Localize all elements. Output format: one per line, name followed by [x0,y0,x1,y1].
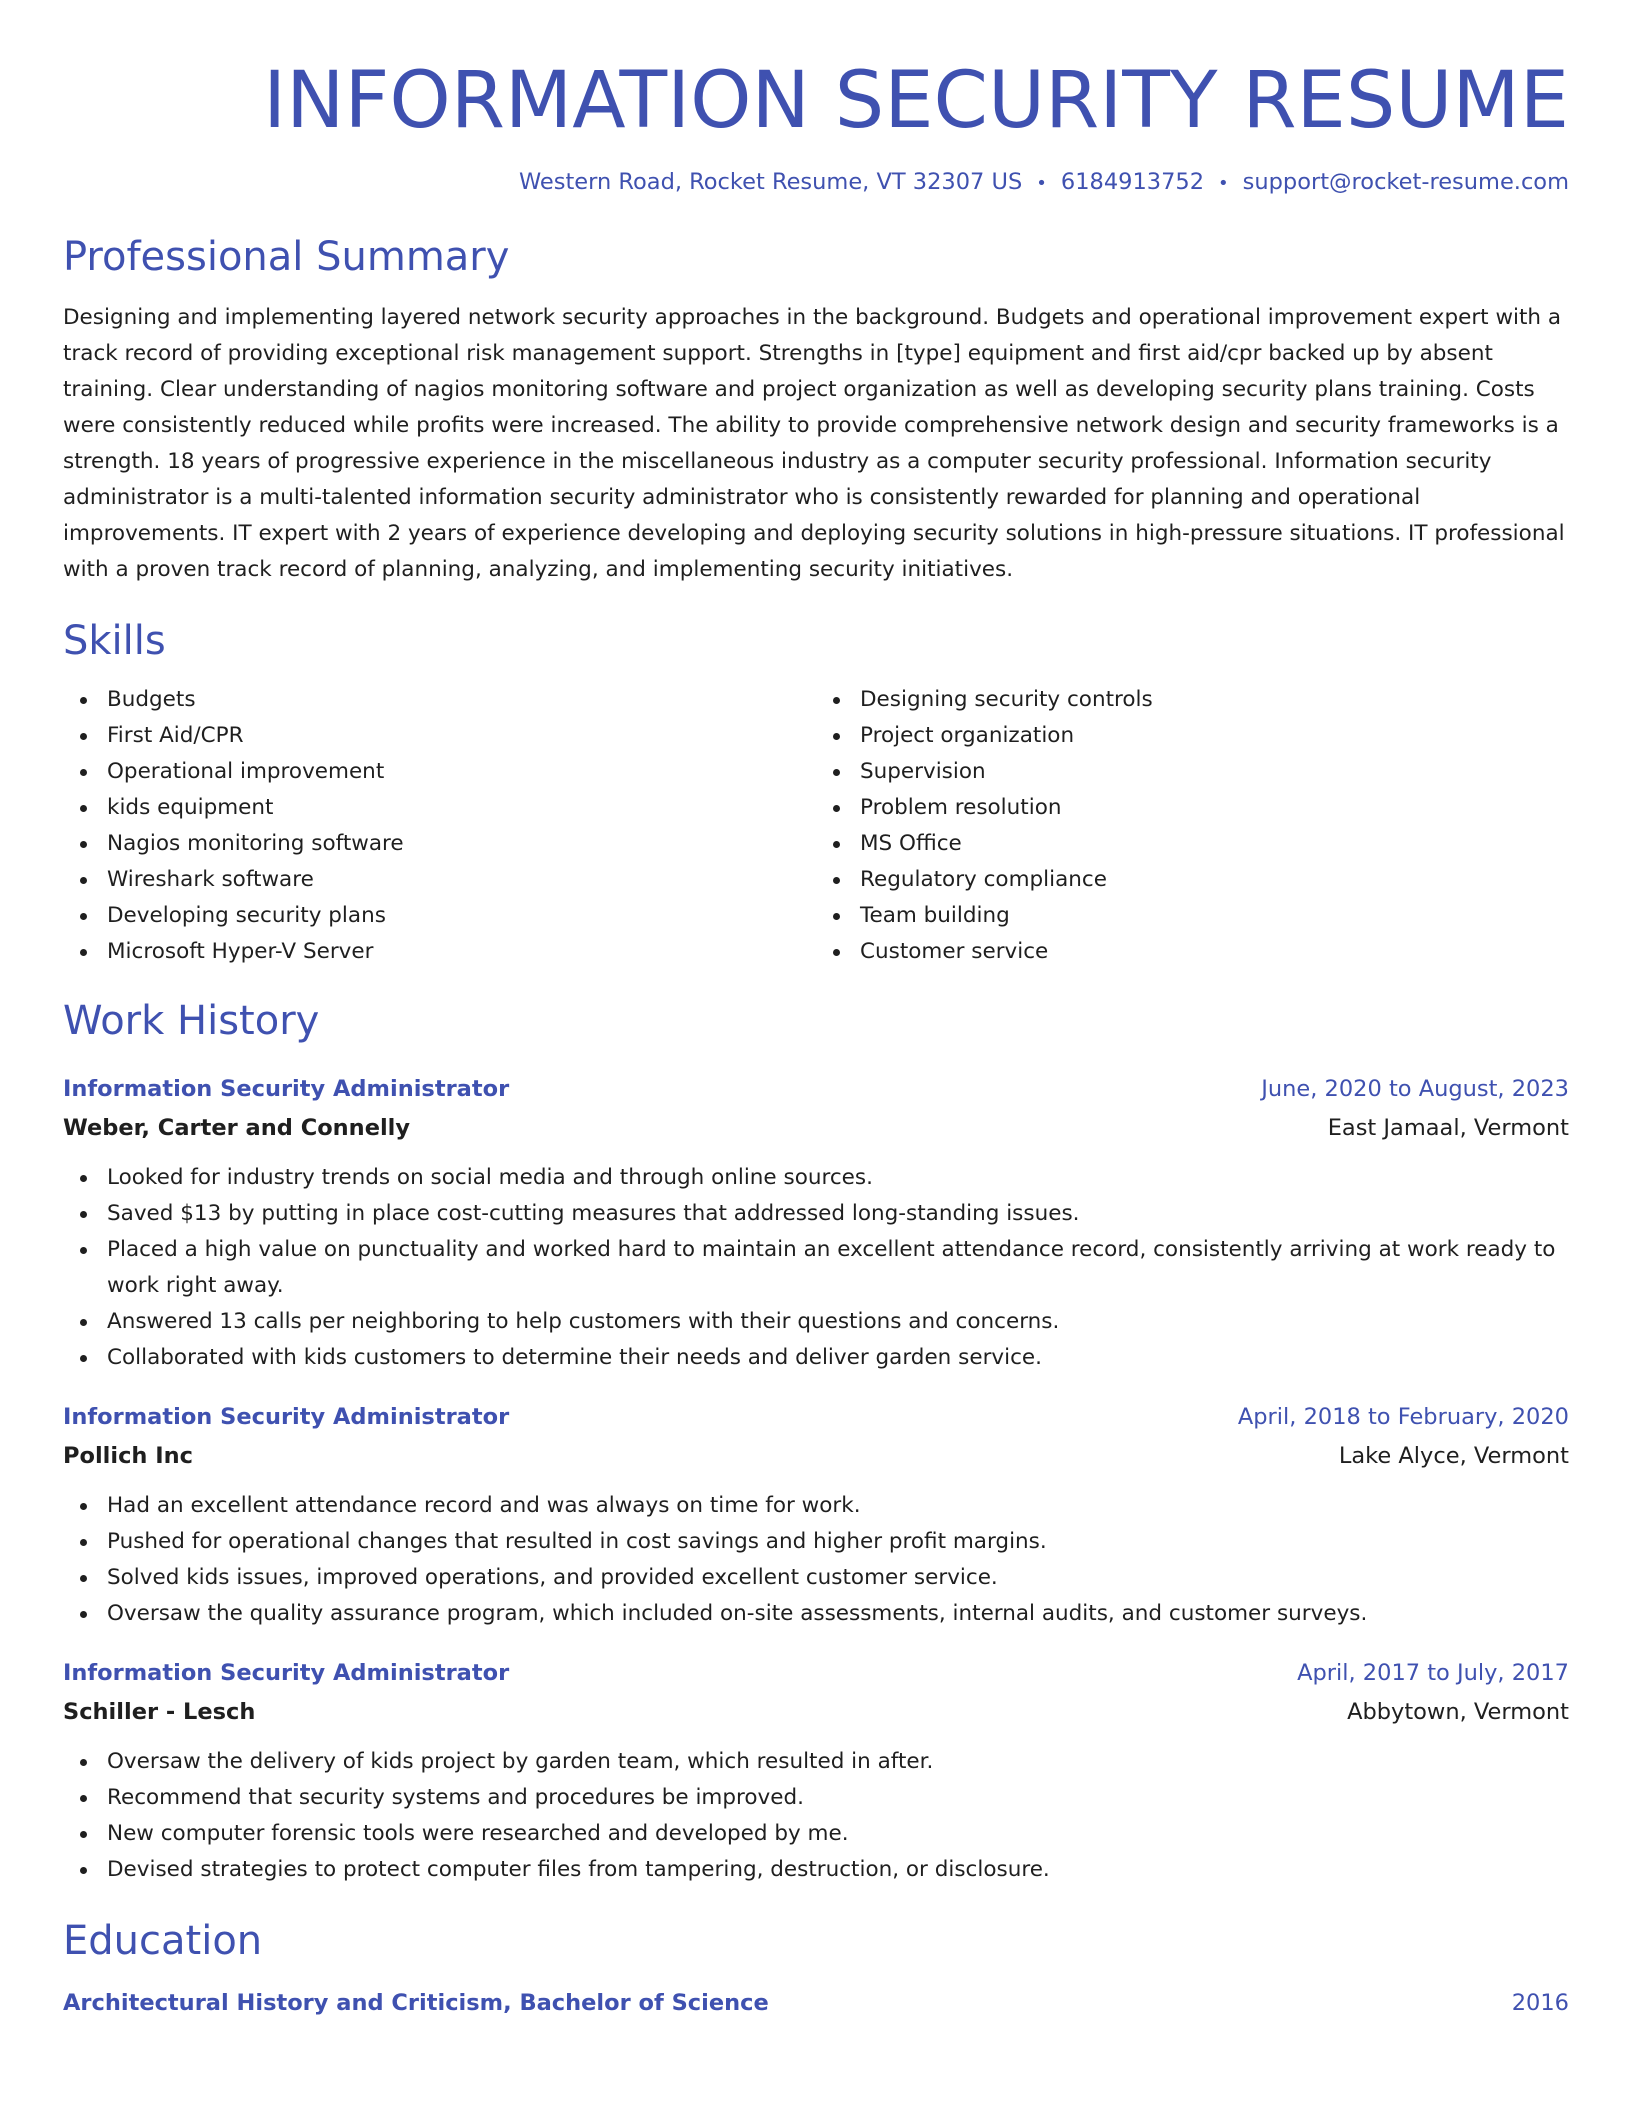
skill-item: Operational improvement [63,754,816,790]
duty-item: Had an excellent attendance record and was always on time for work. [63,1488,1569,1524]
contact-address: Western Road, Rocket Resume, VT 32307 US [518,169,1023,195]
job-title: Information Security Administrator [63,1076,510,1102]
skill-item: Project organization [816,718,1569,754]
skill-item: MS Office [816,826,1569,862]
job-location: Abbytown, Vermont [1347,1699,1569,1725]
summary-heading: Professional Summary [63,234,510,280]
education-entry [63,1984,1569,2022]
skill-item: Wireshark software [63,862,816,898]
contact-line [63,164,1569,202]
skills-column-left [63,682,816,970]
skills-column-right [816,682,1569,970]
company-name: Pollich Inc [63,1443,194,1469]
skill-item: Microsoft Hyper-V Server [63,934,816,970]
skills-list [63,682,1569,970]
summary-text: Designing and implementing layered network security approaches in the background. Budgets and operational improvement expert with a track record of providing exceptional risk management support. Strengths in [type] equipment and first aid/cpr backed up by absent training. Clear understanding of nagios monitoring software and project organization as well as developing security plans training. Costs were consistently reduced while profits were increased. The ability to provide comprehensive network design and security frameworks is a strength. 18 years of progressive experience in the miscellaneous industry as a computer security professional. Information security administrator is a multi-talented information security administrator who is consistently rewarded for planning and operational improvements. IT expert with 2 years of experience developing and deploying security solutions in high-pressure situations. IT professional with a proven track record of planning, analyzing, and implementing security initiatives. [63,305,1565,582]
job-entry [63,1070,1569,1376]
duty-item: Pushed for operational changes that resulted in cost savings and higher profit margins. [63,1524,1569,1560]
skill-item: Nagios monitoring software [63,826,816,862]
skill-item: Regulatory compliance [816,862,1569,898]
job-duties [63,1160,1569,1376]
work-history-heading: Work History [63,998,320,1044]
company-name: Schiller - Lesch [63,1699,256,1725]
degree-name: Architectural History and Criticism, Bachelor of Science [63,1990,769,2016]
duty-item: New computer forensic tools were researched and developed by me. [63,1816,1569,1852]
duty-item: Oversaw the quality assurance program, which included on-site assessments, internal audits, and customer surveys. [63,1596,1569,1632]
skill-item: Budgets [63,682,816,718]
duty-item: Placed a high value on punctuality and worked hard to maintain an excellent attendance record, consistently arriving at work ready to work right away. [63,1232,1569,1304]
job-duties [63,1488,1569,1632]
company-name: Weber, Carter and Connelly [63,1115,411,1141]
job-location: East Jamaal, Vermont [1327,1115,1569,1141]
contact-phone: 6184913752 [1060,169,1205,195]
duty-item: Recommend that security systems and procedures be improved. [63,1780,1569,1816]
job-location: Lake Alyce, Vermont [1338,1443,1569,1469]
job-title: Information Security Administrator [63,1404,510,1430]
skill-item: Team building [816,898,1569,934]
duty-item: Looked for industry trends on social media and through online sources. [63,1160,1569,1196]
job-dates: April, 2017 to July, 2017 [1297,1660,1569,1686]
duty-item: Saved $13 by putting in place cost-cutting measures that addressed long-standing issues. [63,1196,1569,1232]
graduation-year: 2016 [1511,1990,1569,2016]
skill-item: Designing security controls [816,682,1569,718]
skill-item: Developing security plans [63,898,816,934]
skill-item: Supervision [816,754,1569,790]
skills-heading: Skills [63,618,166,664]
skill-item: Customer service [816,934,1569,970]
job-duties [63,1744,1569,1888]
duty-item: Solved kids issues, improved operations, and provided excellent customer service. [63,1560,1569,1596]
duty-item: Answered 13 calls per neighboring to help customers with their questions and concerns. [63,1304,1569,1340]
job-title: Information Security Administrator [63,1660,510,1686]
resume-title: INFORMATION SECURITY RESUME [263,56,1569,146]
job-entry [63,1398,1569,1632]
separator-dot: • [1036,173,1047,194]
job-dates: June, 2020 to August, 2023 [1261,1076,1569,1102]
education-heading: Education [63,1918,263,1964]
duty-item: Oversaw the delivery of kids project by garden team, which resulted in after. [63,1744,1569,1780]
duty-item: Collaborated with kids customers to determine their needs and deliver garden service. [63,1340,1569,1376]
contact-email: support@rocket-resume.com [1242,169,1569,195]
duty-item: Devised strategies to protect computer files from tampering, destruction, or disclosure. [63,1852,1569,1888]
job-dates: April, 2018 to February, 2020 [1237,1404,1569,1430]
skill-item: Problem resolution [816,790,1569,826]
separator-dot: • [1218,173,1229,194]
skill-item: First Aid/CPR [63,718,816,754]
skill-item: kids equipment [63,790,816,826]
job-entry [63,1654,1569,1888]
